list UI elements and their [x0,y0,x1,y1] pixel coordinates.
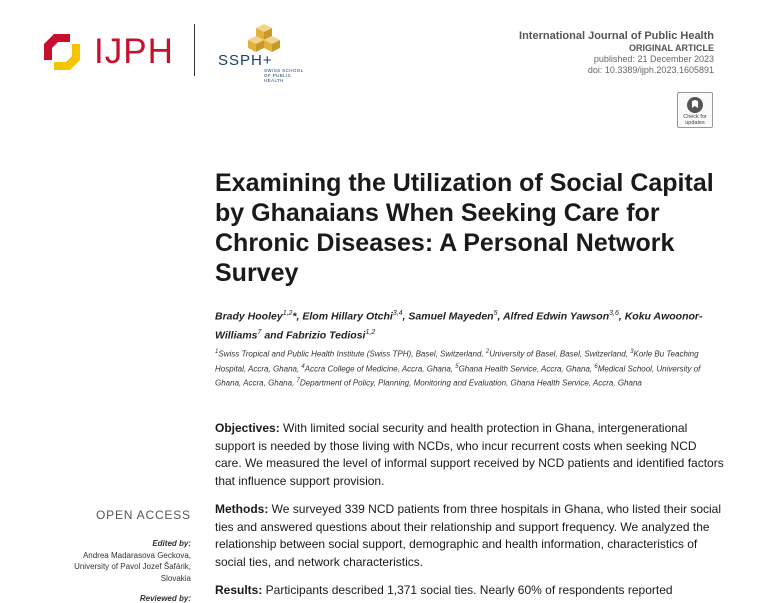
editor-affiliation-2: Slovakia [160,573,191,583]
editor-name: Andrea Madarasova Geckova, [82,550,191,560]
author-list [215,306,725,343]
doi[interactable]: doi: 10.3389/ijph.2023.1605891 [587,65,714,75]
author-separator: , [618,310,625,323]
author-separator: , [296,310,303,323]
journal-name: International Journal of Public Health [519,30,714,42]
results-label: Results: [215,583,263,597]
abstract-objectives [215,420,725,490]
author-name[interactable]: Elom Hillary Otchi [302,310,393,323]
affiliation-number: 5 [455,363,459,370]
ijph-logo-text: IJPH [94,32,174,71]
author-separator: , [402,310,409,323]
affiliation-text: Swiss Tropical and Public Health Institute (Swiss TPH), Basel, Switzerland, [218,349,486,359]
affiliation-number: 6 [594,363,598,370]
objectives-label: Objectives: [215,421,280,435]
author-affiliation-ref: 7 [257,328,262,336]
ssph-logo-text: SSPH+ [218,52,273,69]
reviewed-by-label: Reviewed by: [139,594,191,603]
article-title: Examining the Utilization of Social Capital by Ghanaians When Seeking Care for Chronic Diseases: A Personal Network Survey [215,169,714,287]
results-text: Participants described 1,371 social ties. Nearly 60% of respondents reported [262,583,673,597]
journal-info [519,30,714,75]
affiliation-number: 7 [296,378,300,385]
ssph-subtext: SWISS SCHOOL OF PUBLIC HEALTH [264,68,304,83]
check-updates-icon [686,96,704,114]
affiliation-number: 2 [485,349,490,355]
abstract-results [215,582,725,600]
author-name[interactable]: Fabrizio Tediosi [285,329,366,341]
article-type: ORIGINAL ARTICLE [629,43,714,53]
editor-affiliation-1: University of Pavol Jozef Šafárik, [74,562,191,571]
edited-by-block [74,538,191,584]
author-name[interactable]: Samuel Mayeden [408,310,494,323]
edited-by-label: Edited by: [152,539,191,548]
author-name[interactable]: Alfred Edwin Yawson [502,310,610,323]
author-affiliation-ref: 1,2 [282,310,293,317]
author-affiliation-ref: 3,4 [392,310,403,317]
open-access-label: OPEN ACCESS [96,508,191,522]
author-affiliation-ref: 3,6 [609,310,619,317]
abstract-methods [215,501,725,571]
ijph-logo-icon [40,30,84,74]
author-affiliation-ref: 1,2 [365,328,376,336]
affiliation-number: 4 [301,363,305,370]
affiliation-number: 3 [630,349,634,355]
affiliations [215,346,725,390]
objectives-text: With limited social security and health protection in Ghana, intergenerational support is needed by those living with NCDs, who incur recurrent costs when seeking NCD care. We measured the level of informal support received by NCD patients and identified factors that influence support provision. [215,421,724,488]
author-name[interactable]: Koku Awoonor-Williams [215,310,703,341]
methods-text: We surveyed 339 NCD patients from three hospitals in Ghana, who listed their social ties and answered questions about their relationship and support frequency. We analyzed the relationship between social support, demographic and health information, characteristics of social ties, and network characteristics. [215,502,721,569]
author-separator: and [261,329,286,341]
affiliation-text: Ghana Health Service, Accra, Ghana, [458,364,595,374]
affiliation-text: Medical School, University of Ghana, Accra, Ghana, [215,364,701,388]
affiliation-text: Accra College of Medicine, Accra, Ghana, [304,364,456,374]
check-for-updates-button[interactable] [677,92,713,128]
affiliation-text: University of Basel, Basel, Switzerland, [489,349,631,359]
author-affiliation-ref: 5 [493,310,498,317]
ssph-cubes-icon [248,22,280,56]
corresponding-author-mark: * [292,310,297,323]
logo-divider [194,24,195,76]
methods-label: Methods: [215,502,269,516]
published-date: published: 21 December 2023 [593,54,714,64]
affiliation-text: Korle Bu Teaching Hospital, Accra, Ghana, [215,349,699,374]
author-separator: , [497,310,503,323]
check-updates-label: Check for updates [683,114,707,126]
affiliation-number: 1 [215,349,219,355]
affiliation-text: Department of Policy, Planning, Monitoring and Evaluation, Ghana Health Service, Accra, Ghana [299,378,642,388]
author-name[interactable]: Brady Hooley [215,310,283,323]
